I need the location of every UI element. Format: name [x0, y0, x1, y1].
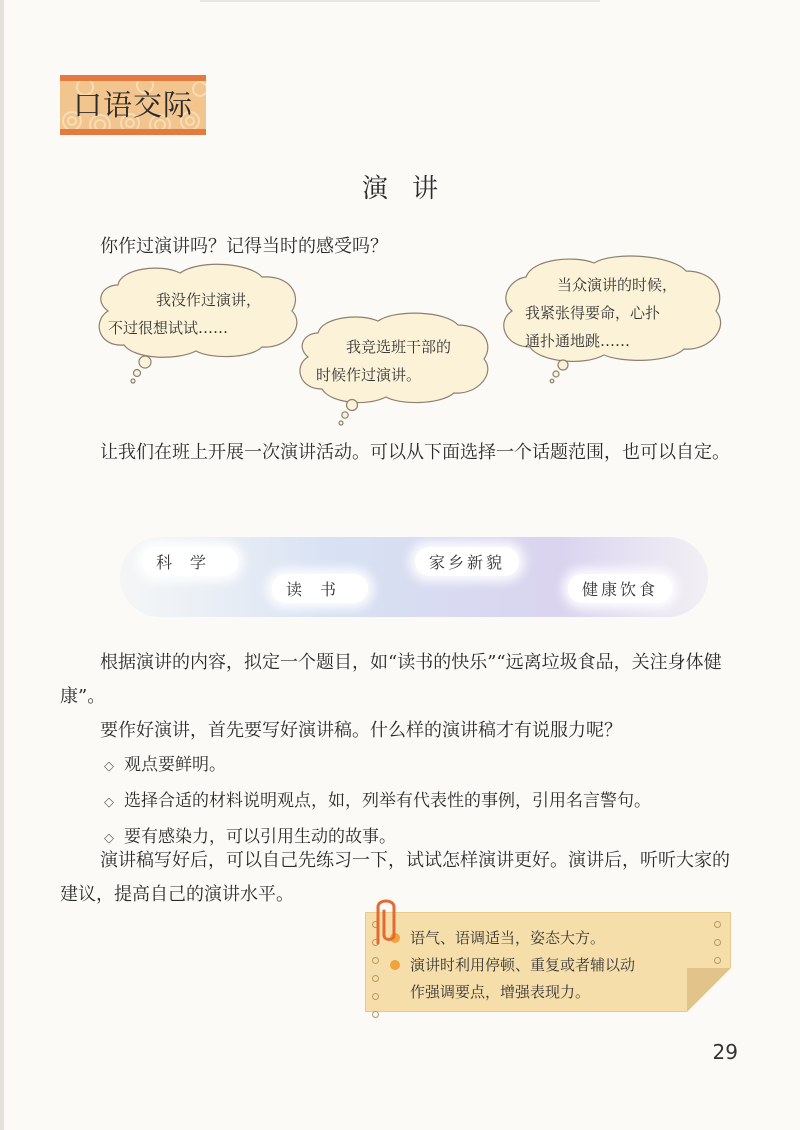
top-rule: [200, 0, 600, 2]
section-label: [60, 75, 206, 135]
topic-hometown: 家乡新貌: [415, 547, 519, 576]
list-item: 语气、语调适当，姿态大方。: [410, 925, 635, 952]
speech-draft-question: 要作好演讲，首先要写好演讲稿。什么样的演讲稿才有说服力呢？: [100, 720, 622, 741]
topic-healthy-diet: 健康饮食: [568, 574, 672, 603]
list-item: ◇ 要有感染力，可以引用生动的故事。: [104, 827, 396, 847]
bubble-1-line-2: 不过很想试试……: [108, 319, 229, 337]
practice-paragraph: 演讲稿写好后，可以自己先练习一下，试试怎样演讲更好。演讲后，听听大家的建议，提高自己的演讲水平。: [60, 850, 730, 905]
diamond-bullet-icon: ◇: [104, 831, 114, 846]
title-paragraph: 根据演讲的内容，拟定一个题目，如“读书的快乐”“远离垃圾食品，关注身体健康”。: [60, 652, 722, 707]
tip-note-card: [365, 912, 731, 1012]
orange-dot-icon: [390, 960, 400, 970]
bubble-3-line-3: 通扑通地跳……: [525, 332, 631, 350]
diamond-bullet-icon: ◇: [104, 759, 114, 774]
topic-reading: 读书: [272, 574, 368, 603]
diamond-bullet-icon: ◇: [104, 795, 114, 810]
paperclip-icon: [368, 893, 404, 949]
bubble-2-line-2: 时候作过演讲。: [316, 366, 422, 384]
activity-paragraph: 让我们在班上开展一次演讲活动。可以从下面选择一个话题范围，也可以自定。: [100, 442, 730, 463]
page-number: 29: [712, 1040, 738, 1064]
thought-bubble-2: [316, 333, 486, 389]
topic-options: [120, 527, 708, 627]
bubble-2-line-1: 我竞选班干部的: [346, 338, 452, 356]
page-fold-corner: [687, 968, 731, 1012]
bubble-3-line-2: 我紧张得要命，心扑: [525, 304, 661, 322]
section-label-text: 口语交际: [72, 88, 193, 122]
speech-draft-tips: [104, 748, 651, 856]
list-item: 演讲时利用停顿、重复或者辅以动 作强调要点，增强表现力。: [410, 952, 635, 1006]
thought-bubbles: [0, 255, 800, 435]
topic-science: 科学: [142, 547, 238, 576]
thought-bubble-1: [108, 286, 288, 342]
list-item: ◇ 观点要鲜明。: [104, 755, 226, 775]
list-item: ◇ 选择合适的材料说明观点，如，列举有代表性的事例，引用名言警句。: [104, 791, 651, 811]
tip-list: [410, 925, 635, 1006]
thought-bubble-3: [525, 271, 715, 355]
lesson-title: 演讲: [361, 174, 462, 204]
intro-question: 你作过演讲吗？记得当时的感受吗？: [100, 236, 388, 257]
bubble-3-line-1: 当众演讲的时候，: [557, 276, 678, 294]
bubble-1-line-1: 我没作过演讲，: [156, 291, 262, 309]
